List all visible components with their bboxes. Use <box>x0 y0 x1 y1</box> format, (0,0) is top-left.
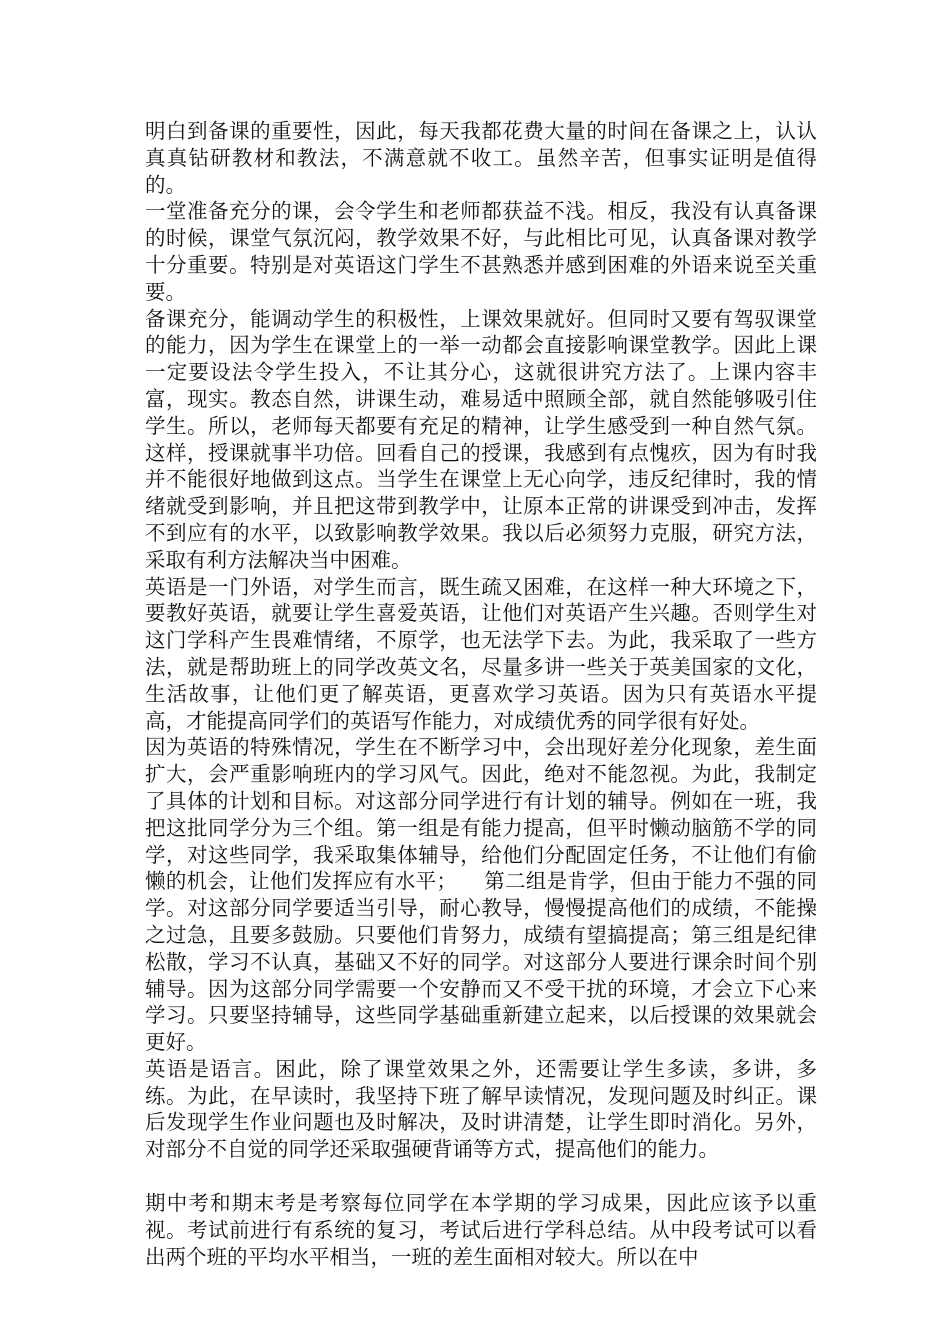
paragraph-weak-students-tutoring: 因为英语的特殊情况，学生在不断学习中，会出现好差分化现象，差生面扩大，会严重影响班内的学习风气。因此，绝对不能忽视。为此，我制定了具体的计划和目标。对这部分同学进行有计划的辅导。例如在一班，我把这批同学分为三个组。第一组是有能力提高，但平时懒动脑筋不学的同学，对这些同学，我采取集体辅导，给他们分配固定任务，不让他们有偷懒的机会，让他们发挥应有水平； 第二组是肯学，但由于能力不强的同学。对这部分同学要适当引导，耐心教导，慢慢提高他们的成绩，不能操之过急，且要多鼓励。只要他们肯努力，成绩有望搞提高；第三组是纪律松散，学习不认真，基础又不好的同学。对这部分人要进行课余时间个别辅导。因为这部分同学需要一个安静而又不受干扰的环境，才会立下心来学习。只要坚持辅导，这些同学基础重新建立起来，以后授课的效果就会更好。 <box>145 735 817 1055</box>
paragraph-student-interest: 英语是一门外语，对学生而言，既生疏又困难，在这样一种大环境之下，要教好英语，就要让学生喜爱英语，让他们对英语产生兴趣。否则学生对这门学科产生畏难情绪，不原学，也无法学下去。为此，我采取了一些方法，就是帮助班上的同学改英文名，尽量多讲一些关于英美国家的文化，生活故事，让他们更了解英语，更喜欢学习英语。因为只有英语水平提高，才能提高同学们的英语写作能力，对成绩优秀的同学很有好处。 <box>145 574 817 733</box>
paragraph-language-practice: 英语是语言。困此，除了课堂效果之外，还需要让学生多读，多讲，多练。为此，在早读时，我坚持下班了解早读情况，发现问题及时纠正。课后发现学生作业问题也及时解决，及时讲清楚，让学生即时消化。另外，对部分不自觉的同学还采取强硬背诵等方式，提高他们的能力。 <box>145 1056 817 1162</box>
paragraph-classroom-control: 备课充分，能调动学生的积极性，上课效果就好。但同时又要有驾驭课堂的能力，因为学生在课堂上的一举一动都会直接影响课堂教学。因此上课一定要设法令学生投入，不让其分心，这就很讲究方法了。上课内容丰富，现实。教态自然，讲课生动，难易适中照顾全部，就自然能够吸引住学生。所以，老师每天都要有充足的精神，让学生感受到一种自然气氛。这样，授课就事半功倍。回看自己的授课，我感到有点愧疚，因为有时我并不能很好地做到这点。当学生在课堂上无心向学，违反纪律时，我的情绪就受到影响，并且把这带到教学中，让原本正常的讲课受到冲击，发挥不到应有的水平，以致影响教学效果。我以后必须努力克服，研究方法，采取有利方法解决当中困难。 <box>145 306 817 572</box>
paragraph-exams: 期中考和期末考是考察每位同学在本学期的学习成果，因此应该予以重视。考试前进行有系统的复习，考试后进行学科总结。从中段考试可以看出两个班的平均水平相当，一班的差生面相对较大。所以在中 <box>145 1191 817 1269</box>
paragraph-spacer <box>145 1163 817 1190</box>
paragraph-lesson-prep: 明白到备课的重要性，因此，每天我都花费大量的时间在备课之上，认认真真钻研教材和教法，不满意就不收工。虽然辛苦，但事实证明是值得的。 <box>145 119 817 197</box>
document-page <box>145 118 817 1270</box>
paragraph-well-prepared-class: 一堂准备充分的课，会令学生和老师都获益不浅。相反，我没有认真备课的时候，课堂气氛沉闷，教学效果不好，与此相比可见，认真备课对教学十分重要。特别是对英语这门学生不甚熟悉并感到困难的外语来说至关重要。 <box>145 199 817 304</box>
